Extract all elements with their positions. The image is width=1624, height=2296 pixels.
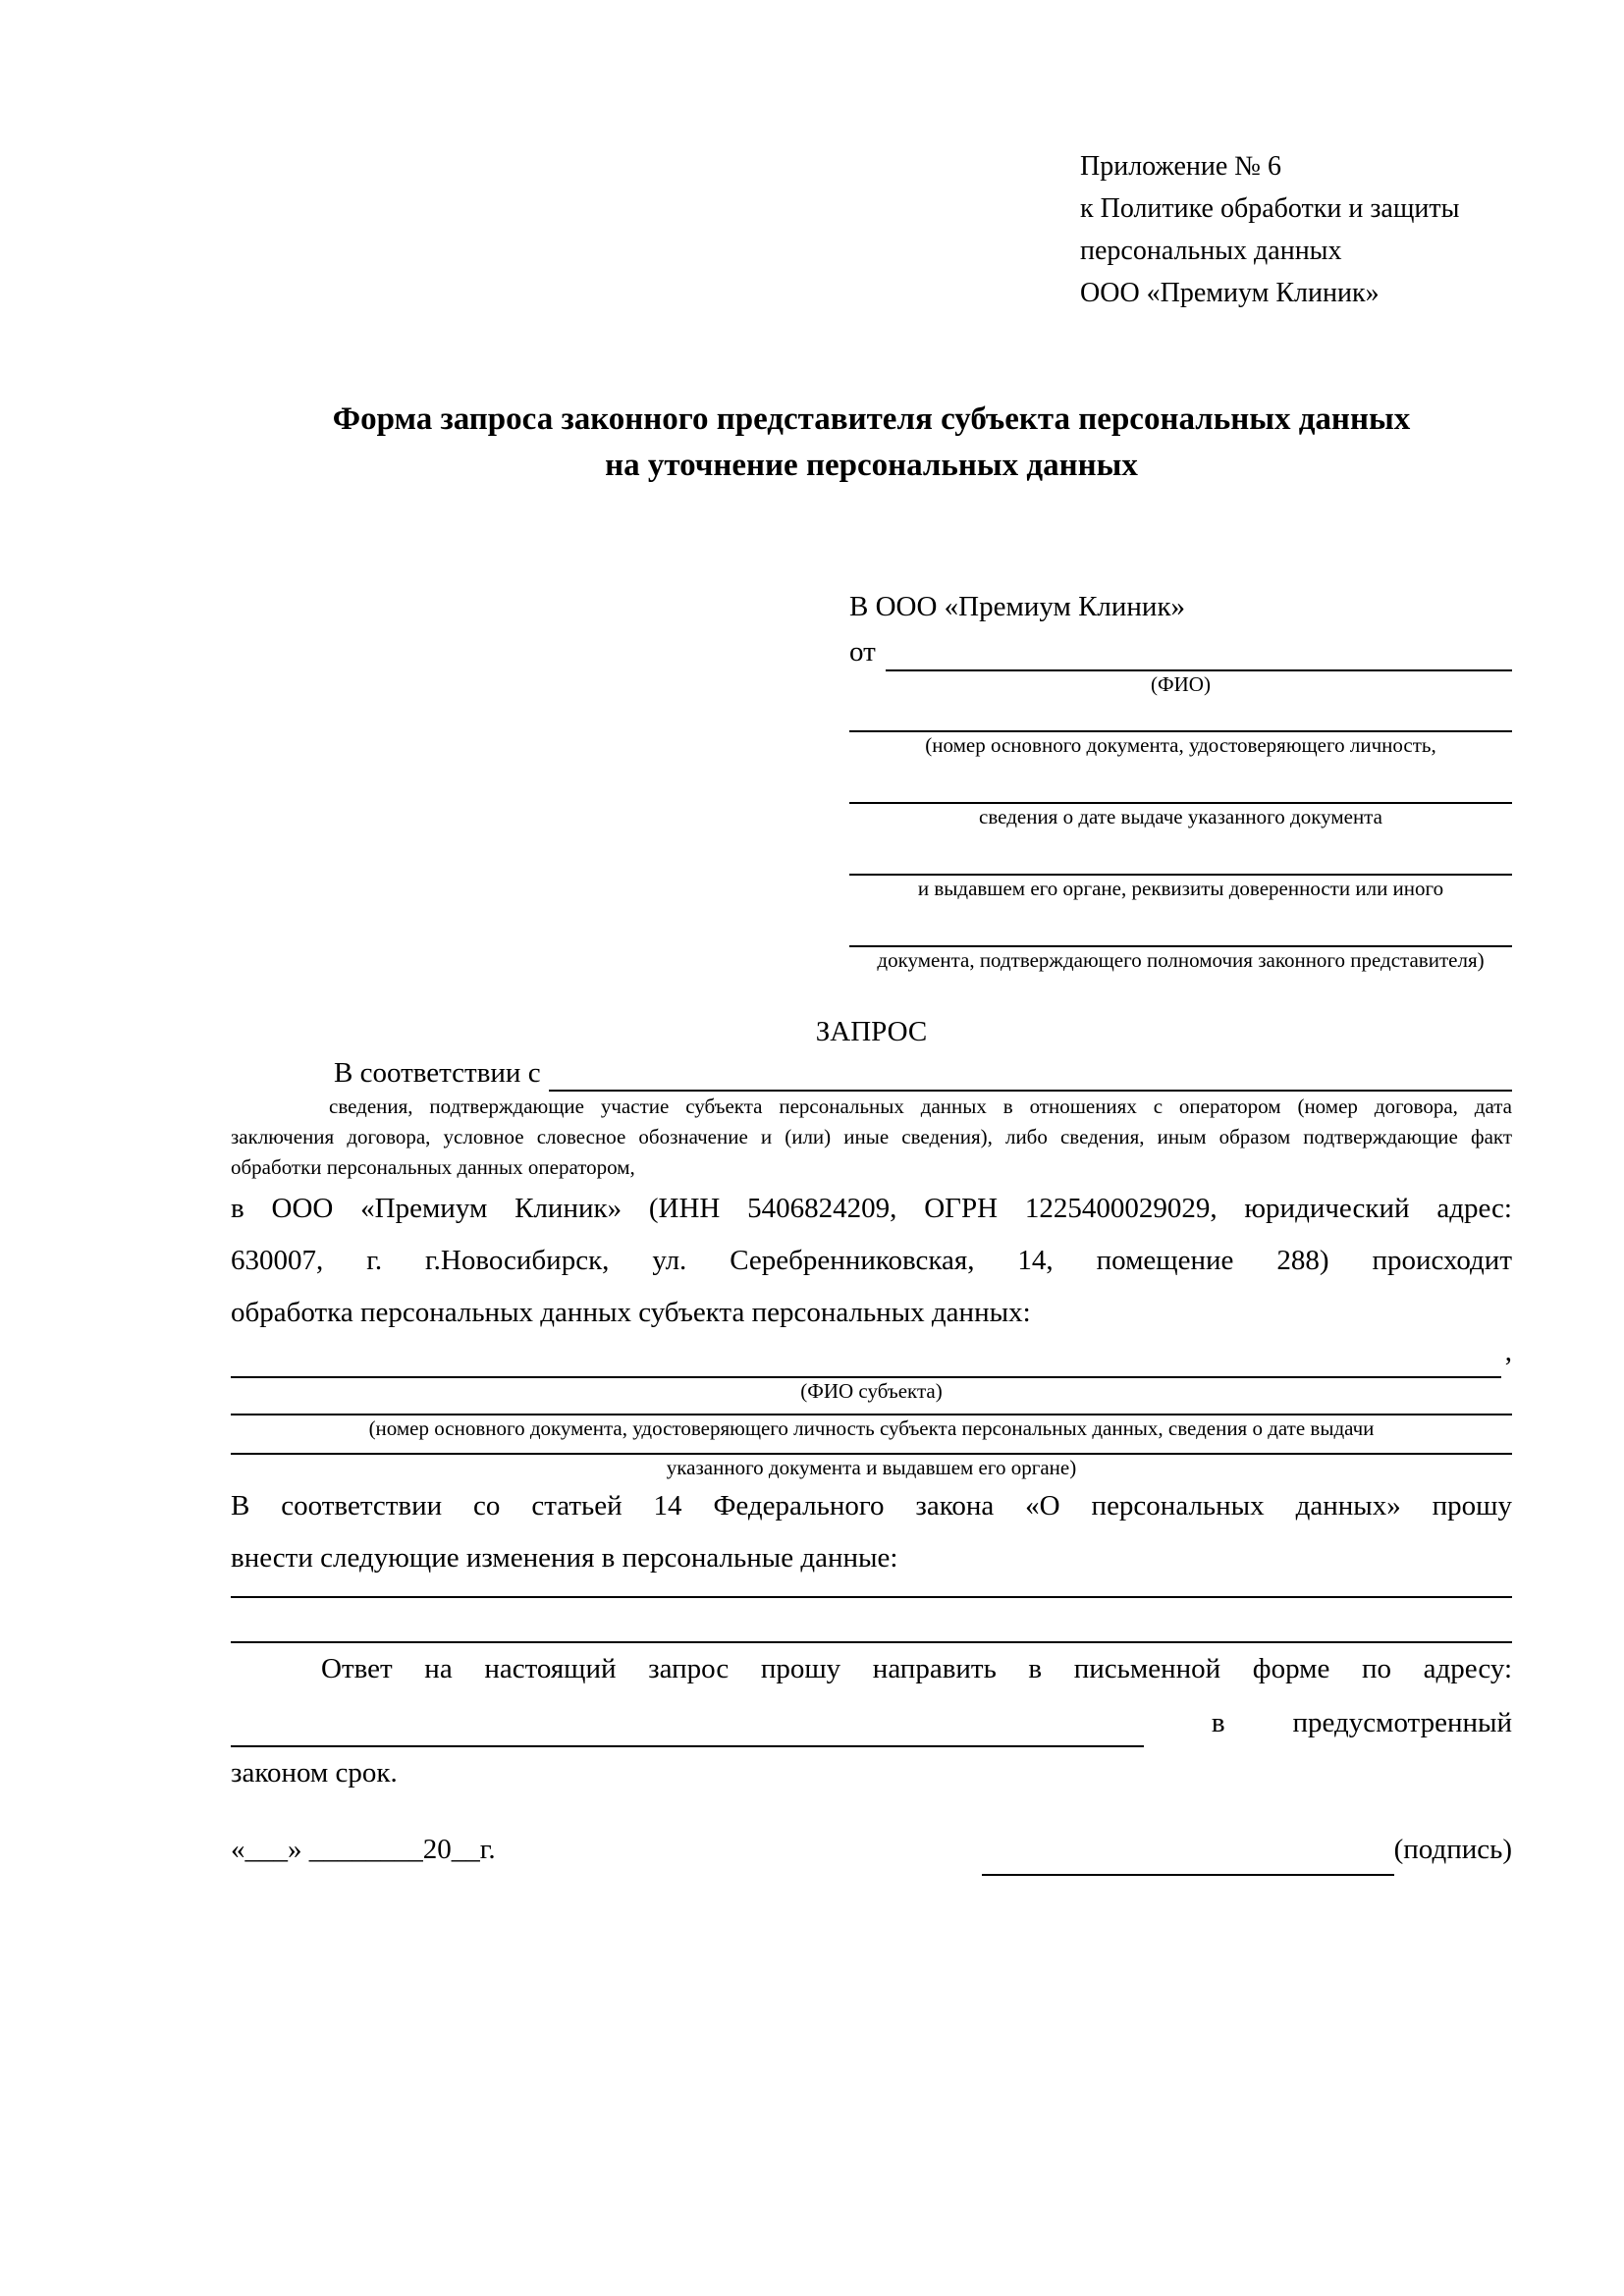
issuing-authority-caption: и выдавшем его органе, реквизиты доверенности или иного [917,877,1444,900]
document-number-caption: (номер основного документа, удостоверяющего личность, [925,733,1436,757]
signature-blank-line[interactable] [982,1841,1394,1876]
appendix-line: Приложение № 6 [1080,151,1281,182]
subject-document-caption-2: указанного документа и выдавшем его органе) [666,1456,1077,1479]
answer-line-2 [231,1695,1512,1747]
subject-fio-row [231,1336,1512,1378]
subject-document-caption: (номер основного документа, удостоверяющего личность субъекта персональных данных, сведения о дате выдачи [368,1416,1375,1440]
signature-group [982,1824,1512,1876]
operator-relation-note [231,1092,1512,1183]
appendix-block [1080,145,1459,314]
spacer [849,758,1512,802]
fio-blank-line[interactable] [886,636,1512,671]
operator-paragraph-line: обработка персональных данных субъекта персональных данных: [231,1297,1031,1328]
answer-word-v: в [1211,1707,1225,1738]
comma-mark: , [1504,1336,1512,1367]
article-14-line: внести следующие изменения в персональные данные: [231,1542,898,1574]
accordance-blank-line[interactable] [549,1056,1512,1092]
form-title [231,397,1512,489]
answer-address-blank-line[interactable] [231,1706,1144,1747]
spacer [231,1598,1512,1641]
article-14-paragraph [231,1480,1512,1584]
issue-date-caption: сведения о дате выдаче указанного документа [979,805,1382,828]
appendix-line: к Политике обработки и защиты [1080,193,1460,224]
spacer [849,829,1512,874]
answer-line-1: Ответ на настоящий запрос прошу направить в письменной форме по адресу: [321,1653,1512,1684]
operator-paragraph-line: в ООО «Премиум Клиник» (ИНН 5406824209, ОГРН 1225400029029, юридический адрес: [231,1193,1512,1224]
spacer [231,1584,1512,1596]
appendix-line: ООО «Премиум Клиник» [1080,278,1380,308]
appendix-line: персональных данных [1080,236,1342,266]
spacer [849,901,1512,945]
from-label: от [849,636,876,667]
recipient-block [849,587,1512,973]
request-heading: ЗАПРОС [815,1016,928,1047]
accordance-label: В соответствии с [334,1057,541,1089]
form-title-line: на уточнение персональных данных [605,448,1138,483]
signature-caption: (подпись) [1393,1834,1512,1865]
date-field[interactable]: «___» ________20__г. [231,1834,496,1865]
footer-row [231,1829,1512,1876]
request-body [231,1011,1512,1876]
operator-paragraph [231,1183,1512,1339]
spacer [849,697,1512,730]
recipient-org-line: В ООО «Премиум Клиник» [849,591,1186,622]
spacer [231,1441,1512,1453]
note-line: обработки персональных данных оператором, [231,1155,635,1179]
answer-line-3: законом срок. [231,1757,398,1789]
answer-paragraph [231,1643,1512,1799]
note-line: заключения договора, условное словесное обозначение и (или) иные сведения), либо сведения, иным образом подтверждающие факт [231,1125,1512,1148]
spacer [231,1404,1512,1414]
from-row [849,632,1512,671]
subject-fio-blank-line[interactable] [231,1343,1501,1378]
subject-fio-caption: (ФИО субъекта) [800,1379,943,1403]
accordance-row [231,1052,1512,1092]
authority-document-caption: документа, подтверждающего полномочия законного представителя) [877,948,1485,972]
operator-paragraph-line: 630007, г. г.Новосибирск, ул. Серебренниковская, 14, помещение 288) происходит [231,1245,1512,1276]
answer-word-predusmotrennyj: предусмотренный [1292,1707,1512,1738]
fio-caption: (ФИО) [1151,672,1211,696]
form-title-line: Форма запроса законного представителя субъекта персональных данных [332,401,1411,437]
note-line: сведения, подтверждающие участие субъекта персональных данных в отношениях с оператором (номер договора, дата [329,1095,1512,1118]
article-14-line: В соответствии со статьей 14 Федерального закона «О персональных данных» прошу [231,1490,1512,1522]
